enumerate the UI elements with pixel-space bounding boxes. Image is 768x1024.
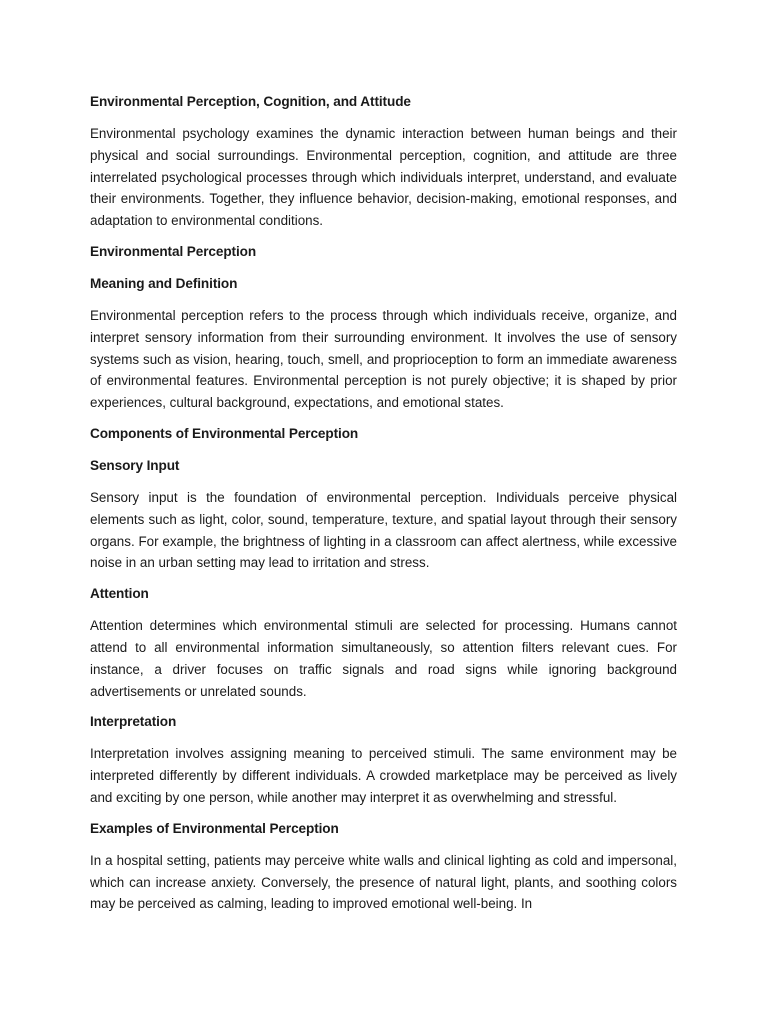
subheading-attention: Attention xyxy=(90,586,149,602)
meaning-paragraph: Environmental perception refers to the process through which individuals receive, organize, and interpret sensory information from their surrounding environment. It involves the use of sensory systems such as vision, hearing, touch, smell, and proprioception to form an immediate awareness of environmental features. Environmental perception is not purely objective; it is shaped by prior experiences, cultural background, expectations, and emotional states. xyxy=(90,307,677,411)
document-title: Environmental Perception, Cognition, and Attitude xyxy=(90,94,411,109)
intro-paragraph: Environmental psychology examines the dynamic interaction between human beings and their physical and social surroundings. Environmental perception, cognition, and attitude are three interrelated psychological processes through which individuals interpret, understand, and evaluate their environments. Together, they influence behavior, decision-making, emotional responses, and adaptation to environmental conditions. xyxy=(90,126,677,229)
subheading-sensory-input: Sensory Input xyxy=(90,457,180,473)
attention-paragraph: Attention determines which environmental stimuli are selected for processing. Humans cannot attend to all environmental information simultaneously, so attention filters relevant cues. For instance, a driver focuses on traffic signals and road signs while ignoring background advertisements or unrelated sounds. xyxy=(90,618,677,699)
sensory-paragraph: Sensory input is the foundation of environmental perception. Individuals perceive physical elements such as light, color, sound, temperature, texture, and spatial layout through their sensory organs. For example, the brightness of lighting in a classroom can affect alertness, while excessive noise in an urban setting may lead to irritation and stress. xyxy=(90,489,677,571)
examples-paragraph: In a hospital setting, patients may perceive white walls and clinical lighting as cold and impersonal, which can increase anxiety. Conversely, the presence of natural light, plants, and soothing colors may be perceived as calming, leading to improved emotional well-being. In xyxy=(90,852,677,912)
subheading-meaning: Meaning and Definition xyxy=(90,275,238,291)
subheading-components: Components of Environmental Perception xyxy=(90,425,359,441)
section-heading-perception: Environmental Perception xyxy=(90,243,257,259)
document-page xyxy=(90,92,677,915)
interpretation-paragraph: Interpretation involves assigning meaning to perceived stimuli. The same environment may be interpreted differently by different individuals. A crowded marketplace may be perceived as lively and exciting by one person, while another may interpret it as overwhelming and stressful. xyxy=(90,746,677,805)
subheading-interpretation: Interpretation xyxy=(90,714,177,730)
subheading-examples: Examples of Environmental Perception xyxy=(90,820,339,836)
